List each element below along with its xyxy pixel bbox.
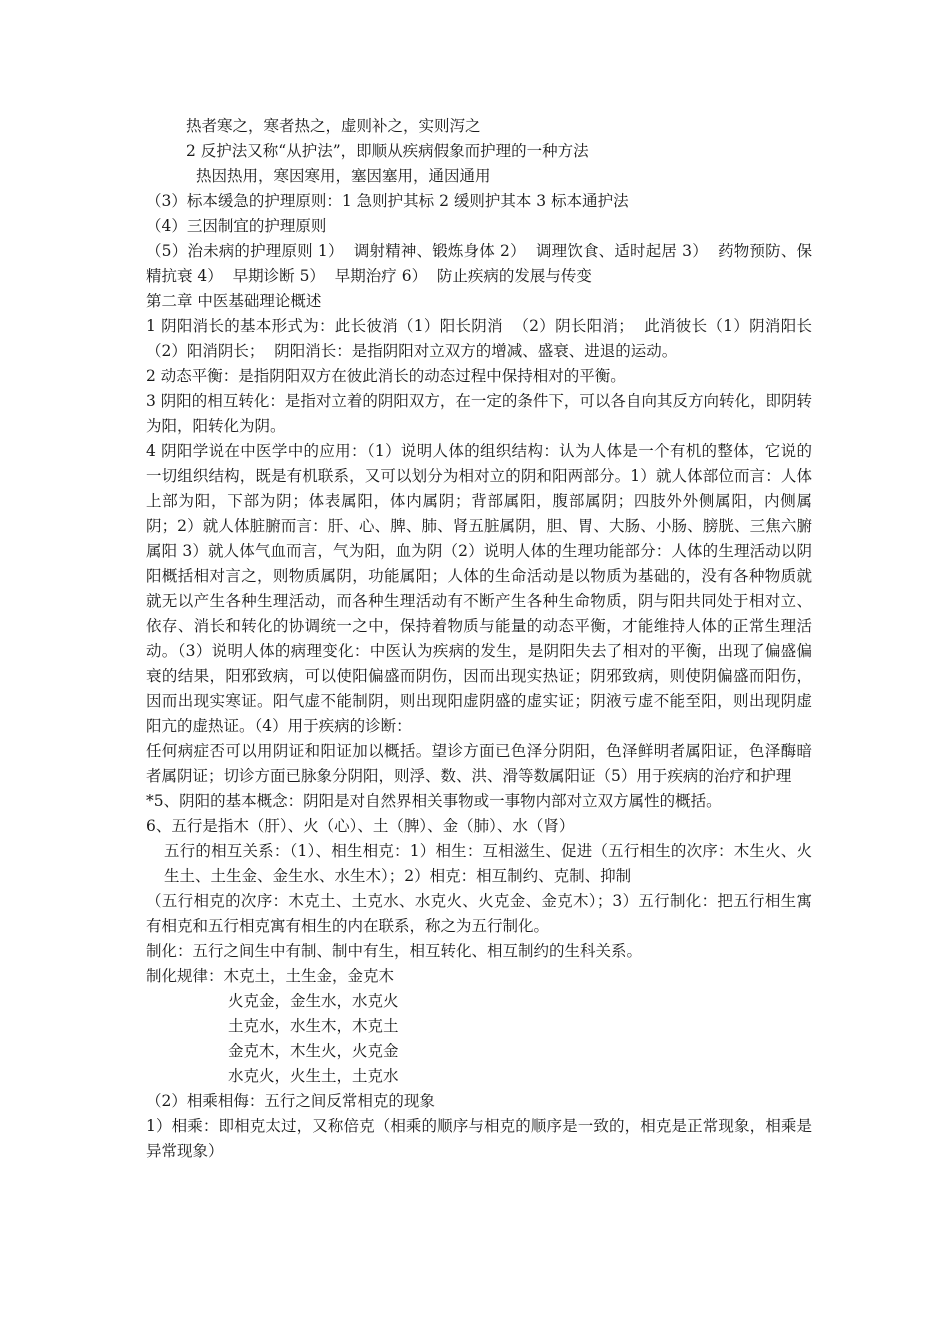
paragraph: 制化规律：木克土，土生金，金克木: [146, 967, 395, 985]
paragraph: 火克金，金生水，水克火: [228, 992, 399, 1010]
paragraph: 五行的相互关系：（1）、相生相克：1）相生：互相滋生、促进（五行相生的次序：木生火、火生土、土生金、金生水、水生木）；2）相克：相互制约、克制、抑制: [164, 842, 812, 885]
document-body: [146, 114, 822, 1164]
paragraph: （五行相克的次序：木克土、土克水、水克火、火克金、金克木）；3）五行制化：把五行相生寓有相克和五行相克寓有相生的内在联系，称之为五行制化。: [146, 892, 812, 935]
paragraph: 土克水，水生木，木克土: [228, 1017, 399, 1035]
paragraph: 第二章 中医基础理论概述: [146, 292, 322, 310]
paragraph: 热者寒之，寒者热之，虚则补之，实则泻之: [186, 117, 481, 135]
paragraph: 6、五行是指木（肝）、火（心）、土（脾）、金（肺）、水（肾）: [146, 817, 575, 835]
paragraph: 热因热用，寒因寒用，塞因塞用，通因通用: [196, 167, 491, 185]
paragraph: 4 阴阳学说在中医学中的应用：（1）说明人体的组织结构：认为人体是一个有机的整体，它说的一切组织结构，既是有机联系，又可以划分为相对立的阴和阳两部分。1）就人体部位而言：人体上部为阳，下部为阴；体表属阳，体内属阴；背部属阳，腹部属阴；四肢外外侧属阳，内侧属阴；2）就人体脏腑而言：肝、心、脾、肺、肾五脏属阴，胆、胃、大肠、小肠、膀胱、三焦六腑属阳 3）就人体气血而言，气为阳，血为阴（2）说明人体的生理功能部分：人体的生理活动以阴阳概括相对言之，则物质属阴，功能属阳；人体的生命活动是以物质为基础的，没有各种物质就就无以产生各种生理活动，而各种生理活动有不断产生各种生命物质，阴与阳共同处于相对立、依存、消长和转化的协调统一之中，保持着物质与能量的动态平衡，才能维持人体的正常生理活动。（3）说明人体的病理变化：中医认为疾病的发生，是阴阳失去了相对的平衡，出现了偏盛偏衰的结果，阳邪致病，可以使阳偏盛而阴伤，因而出现实热证；阴邪致病，则使阴偏盛而阳伤，因而出现实寒证。阳气虚不能制阴，则出现阳虚阴盛的虚实证；阴液亏虚不能至阳，则出现阴虚阳亢的虚热证。（4）用于疾病的诊断：: [146, 442, 812, 735]
paragraph: 任何病症否可以用阴证和阳证加以概括。望诊方面已色泽分阴阳，色泽鲜明者属阳证，色泽酶暗者属阴证；切诊方面已脉象分阴阳，则浮、数、洪、滑等数属阳证（5）用于疾病的治疗和护理: [146, 742, 812, 785]
paragraph: *5、阴阳的基本概念：阴阳是对自然界相关事物或一事物内部对立双方属性的概括。: [146, 792, 722, 810]
paragraph: （5）治未病的护理原则 1） 调射精神、锻炼身体 2） 调理饮食、适时起居 3） 药物预防、保精抗衰 4） 早期诊断 5） 早期治疗 6） 防止疾病的发展与传变: [146, 242, 812, 285]
paragraph: 2 动态平衡：是指阴阳双方在彼此消长的动态过程中保持相对的平衡。: [146, 367, 626, 385]
paragraph: 金克木，木生火，火克金: [228, 1042, 399, 1060]
paragraph: （3）标本缓急的护理原则：1 急则护其标 2 缓则护其本 3 标本通护法: [146, 192, 629, 210]
paragraph: 3 阴阳的相互转化：是指对立着的阴阳双方，在一定的条件下，可以各自向其反方向转化，即阴转为阳，阳转化为阴。: [146, 392, 812, 435]
paragraph: 2 反护法又称“从护法”，即顺从疾病假象而护理的一种方法: [186, 142, 589, 160]
paragraph: 1）相乘：即相克太过，又称倍克（相乘的顺序与相克的顺序是一致的，相克是正常现象，相乘是异常现象）: [146, 1117, 812, 1160]
paragraph: 制化：五行之间生中有制、制中有生，相互转化、相互制约的生科关系。: [146, 942, 643, 960]
paragraph: 水克火，火生土，土克水: [228, 1067, 399, 1085]
paragraph: （4）三因制宜的护理原则: [146, 217, 327, 235]
paragraph: （2）相乘相侮：五行之间反常相克的现象: [146, 1092, 435, 1110]
paragraph: 1 阴阳消长的基本形式为：此长彼消（1）阳长阴消 （2）阴长阳消； 此消彼长（1）阴消阳长 （2）阳消阴长； 阴阳消长：是指阴阳对立双方的增减、盛衰、进退的运动。: [146, 317, 822, 360]
